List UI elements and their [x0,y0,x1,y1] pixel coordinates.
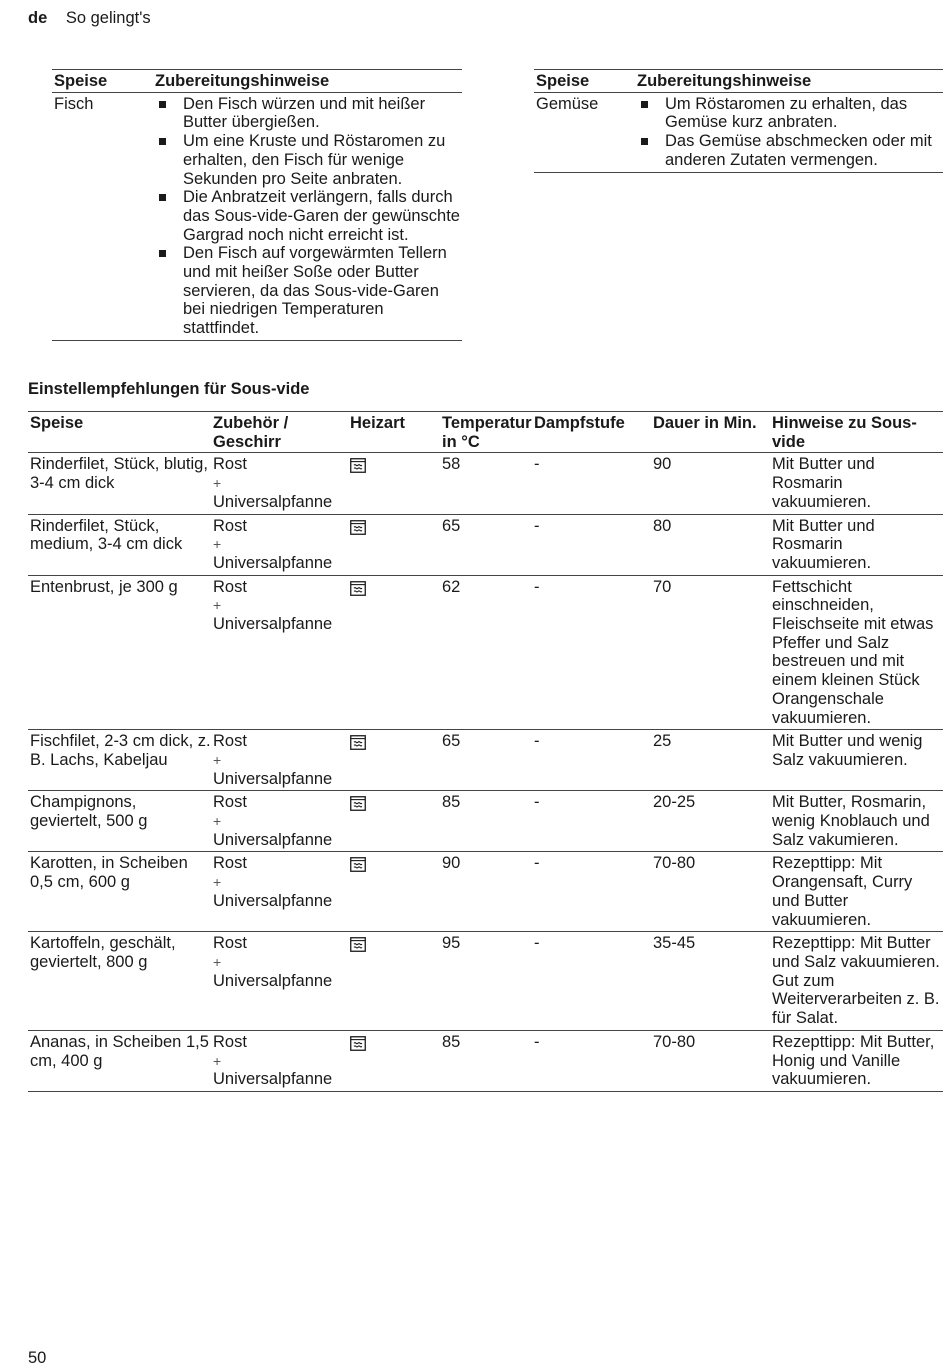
cell-heizart [348,791,440,852]
hint-item: Das Gemüse abschmecken oder mit anderen Zutaten vermengen. [637,132,943,169]
cell-zubehoer [211,791,348,852]
cell-speise: Gemüse [536,94,599,113]
table-row [28,575,943,730]
zubehoer-pfanne: Universalpfanne [213,891,333,910]
cell-dauer: 35-45 [653,934,696,953]
cell-hinweise: Rezepttipp: Mit Butter und Salz vakuumieren. Gut zum Weiterverarbeiten z. B. für Salat. [772,934,940,1028]
cell-dauer: 25 [653,732,672,751]
cell-zubehoer [211,852,348,932]
cell-heizart [348,1030,440,1091]
cell-hinweise: Rezepttipp: Mit Butter, Honig und Vanille vakuumieren. [772,1032,935,1089]
cell-temperatur: 95 [442,934,461,953]
cell-temperatur: 58 [442,455,461,474]
zubehoer-pfanne: Universalpfanne [213,971,333,990]
cell-zubehoer [211,514,348,575]
zubehoer-rost: Rost [213,455,247,474]
cell-dampfstufe: - [534,854,540,873]
cell-dampfstufe: - [534,1032,540,1051]
cell-dampfstufe: - [534,455,540,474]
cell-hints [153,92,462,340]
cell-speise: Ananas, in Scheiben 1,5 cm, 400 g [30,1032,209,1070]
table-row [28,932,943,1031]
table-row [28,453,943,514]
cell-heizart [348,730,440,791]
section-name: So gelingt's [65,9,151,27]
zubehoer-plus: + [213,813,222,830]
zubehoer-pfanne: Universalpfanne [213,1070,333,1089]
zubehoer-plus: + [213,874,222,891]
cell-heizart [348,453,440,514]
cell-dauer: 90 [653,455,672,474]
cell-speise: Rinderfilet, Stück, medium, 3-4 cm dick [30,516,183,554]
zubehoer-rost: Rost [213,577,247,596]
cell-dampfstufe: - [534,793,540,812]
cell-zubehoer [211,932,348,1031]
zubehoer-pfanne: Universalpfanne [213,830,333,849]
table-row [28,514,943,575]
cell-zubehoer [211,730,348,791]
cell-hinweise: Mit Butter und wenig Salz vakuumieren. [772,732,923,769]
zubehoer-rost: Rost [213,1032,247,1051]
cell-temperatur: 62 [442,577,461,596]
cell-hinweise: Mit Butter, Rosmarin, wenig Knoblauch und Salz vakumieren. [772,793,930,849]
hint-item: Um Röstaromen zu erhalten, das Gemüse kurz anbraten. [637,95,943,132]
cell-dauer: 80 [653,516,672,535]
col-temperatur: Temperatur in °C [442,414,532,451]
zubehoer-plus: + [213,475,222,492]
col-speise: Speise [54,72,108,90]
zubehoer-rost: Rost [213,793,247,812]
cell-hinweise: Mit Butter und Rosmarin vakuumieren. [772,455,875,511]
language-code: de [28,9,48,27]
cell-zubehoer [211,575,348,730]
zubehoer-pfanne: Universalpfanne [213,553,333,572]
col-speise: Speise [536,72,590,90]
cell-temperatur: 90 [442,854,461,873]
cell-speise: Fischfilet, 2-3 cm dick, z. B. Lachs, Kabeljau [30,732,211,769]
cell-zubehoer [211,453,348,514]
cell-dauer: 70 [653,577,672,596]
col-zubereitungshinweise: Zubereitungshinweise [637,72,812,90]
cell-heizart [348,514,440,575]
cell-speise: Fisch [54,94,94,113]
cell-dampfstufe: - [534,577,540,596]
col-hinweise: Hinweise zu Sous-vide [772,414,917,451]
hint-item: Die Anbratzeit verlängern, falls durch das Sous-vide-Garen der gewünschte Gargrad noch nicht erreicht ist. [155,188,462,244]
sous-vide-icon [350,581,366,601]
col-zubereitungshinweise: Zubereitungshinweise [155,72,330,90]
col-speise: Speise [30,414,84,432]
cell-dampfstufe: - [534,934,540,953]
zubehoer-pfanne: Universalpfanne [213,615,333,634]
cell-hinweise: Mit Butter und Rosmarin vakuumieren. [772,516,875,572]
sous-vide-icon [350,937,366,957]
sous-vide-icon [350,458,366,478]
sous-vide-icon [350,1036,366,1056]
cell-temperatur: 65 [442,732,461,751]
cell-hinweise: Rezepttipp: Mit Orangensaft, Curry und Butter vakuumieren. [772,854,913,929]
zubehoer-rost: Rost [213,732,247,751]
page-number: 50 [28,1349,47,1367]
cell-heizart [348,575,440,730]
cell-hinweise: Fettschicht einschneiden, Fleischseite mit etwas Pfeffer und Salz bestreuen und mit einem kleinen Stück Orangenschale vakuumieren. [772,577,934,727]
cell-speise: Entenbrust, je 300 g [30,577,178,596]
cell-hints [635,92,943,172]
col-heizart: Heizart [350,414,406,432]
zubehoer-pfanne: Universalpfanne [213,492,333,511]
cell-dauer: 70-80 [653,1032,696,1051]
hint-table-header [52,70,462,93]
table-row [28,730,943,791]
zubehoer-rost: Rost [213,516,247,535]
cell-dauer: 70-80 [653,854,696,873]
hint-table-gemuese [534,69,943,173]
col-dauer: Dauer in Min. [653,414,757,432]
cell-dampfstufe: - [534,516,540,535]
col-dampfstufe: Dampfstufe [534,414,625,432]
cell-speise: Karotten, in Scheiben 0,5 cm, 600 g [30,854,188,892]
hint-item: Um eine Kruste und Röstaromen zu erhalten, den Fisch für wenige Sekunden pro Seite anbraten. [155,132,462,188]
hint-list [637,95,943,170]
cell-speise: Kartoffeln, geschält, geviertelt, 800 g [30,934,176,971]
cell-speise: Champignons, geviertelt, 500 g [30,793,148,831]
cell-heizart [348,932,440,1031]
cell-speise: Rinderfilet, Stück, blutig, 3-4 cm dick [30,455,208,493]
table-row [28,791,943,852]
col-zubehoer: Zubehör / Geschirr [213,414,289,451]
table-row [534,92,943,172]
zubehoer-plus: + [213,751,222,768]
zubehoer-plus: + [213,536,222,553]
zubehoer-rost: Rost [213,934,247,953]
sous-vide-icon [350,520,366,540]
hint-table-header [534,70,943,93]
cell-heizart [348,852,440,932]
cell-temperatur: 65 [442,516,461,535]
cell-dampfstufe: - [534,732,540,751]
zubehoer-plus: + [213,597,222,614]
table-row [28,852,943,932]
cell-dauer: 20-25 [653,793,696,812]
zubehoer-plus: + [213,953,222,970]
hint-list [155,95,462,338]
cell-zubehoer [211,1030,348,1091]
table-row [52,92,462,340]
cell-temperatur: 85 [442,1032,461,1051]
table-row [28,1030,943,1091]
sous-vide-icon [350,857,366,877]
cell-temperatur: 85 [442,793,461,812]
hint-item: Den Fisch würzen und mit heißer Butter übergießen. [155,95,462,132]
zubehoer-pfanne: Universalpfanne [213,769,333,788]
hint-item: Den Fisch auf vorgewärmten Tellern und mit heißer Soße oder Butter servieren, da das Sous-vide-Garen bei niedrigen Temperaturen stattfindet. [155,244,462,338]
hint-table-fisch [52,69,462,341]
zubehoer-rost: Rost [213,854,247,873]
page-header [28,9,151,28]
sous-vide-icon [350,796,366,816]
section-title: Einstellempfehlungen für Sous-vide [28,380,310,398]
zubehoer-plus: + [213,1052,222,1069]
sous-vide-settings-table [28,411,943,1092]
sous-vide-icon [350,735,366,755]
table-header [28,412,943,453]
